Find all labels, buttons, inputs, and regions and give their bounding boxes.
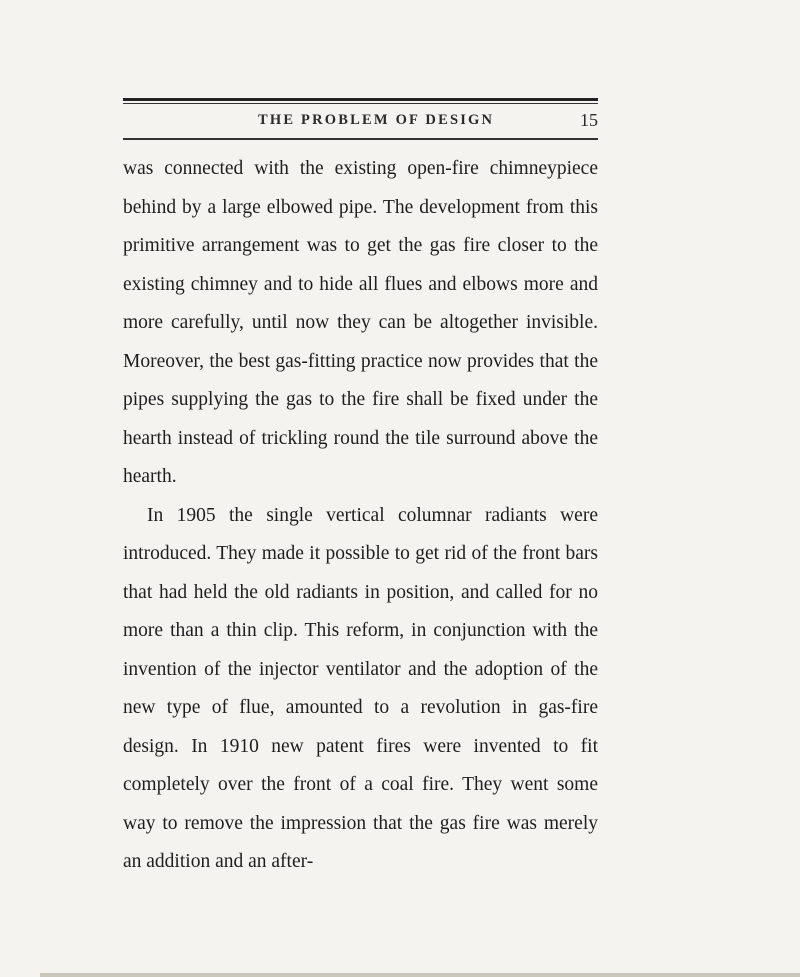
header-rule-thick: [123, 98, 598, 101]
body-text: [123, 150, 598, 882]
paragraph-1: was connected with the existing open-fire chimneypiece behind by a large elbowed pipe. The development from this primitive arrangement was to get the gas fire closer to the existing chimney and to hide all flues and elbows more and more carefully, until now they can be altogether invisible. Moreover, the best gas-fitting practice now provides that the pipes supplying the gas to the fire shall be fixed under the hearth instead of trickling round the tile surround above the hearth.: [123, 158, 598, 487]
page-bottom-edge: [40, 973, 800, 977]
page-number: 15: [580, 110, 598, 130]
header-rule-thin: [123, 103, 598, 104]
running-header: [123, 112, 598, 134]
header-underline-rule: [123, 138, 598, 140]
paragraph-2: In 1905 the single vertical columnar radiants were introduced. They made it possible to get rid of the front bars that had held the old radiants in position, and called for no more than a thin clip. This reform, in conjunction with the invention of the injector ventilator and the adoption of the new type of flue, amounted to a revolution in gas-fire design. In 1910 new patent fires were invented to fit completely over the front of a coal fire. They went some way to remove the impression that the gas fire was merely an addition and an after-: [123, 504, 598, 872]
running-title: THE PROBLEM OF DESIGN: [258, 112, 495, 128]
